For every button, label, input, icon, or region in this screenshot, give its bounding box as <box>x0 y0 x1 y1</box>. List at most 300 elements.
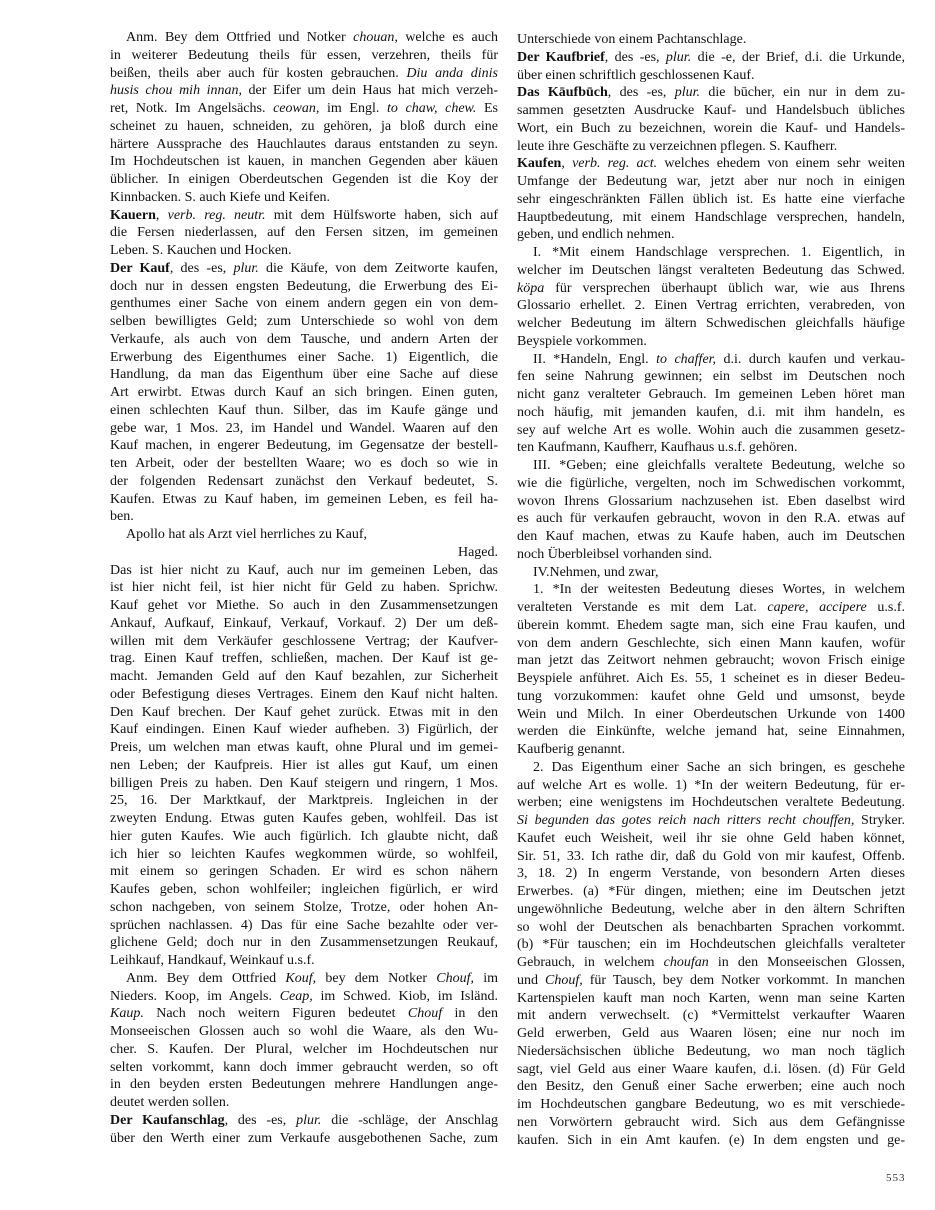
text-line <box>517 759 905 777</box>
text-run: welcher im Deutschen längst veralteten Bedeutung das Schwed. <box>517 262 905 278</box>
text-line <box>110 47 498 65</box>
text-run: sehr eingeschränkten Fällen üblich ist. Es hatte eine vierfache <box>517 191 905 207</box>
text-line <box>517 528 905 546</box>
text-line <box>517 830 905 848</box>
text-run: cher. S. Kaufen. Der Plural, welcher im Hochdeutschen nur <box>110 1041 498 1057</box>
headword: Kauern <box>110 207 156 223</box>
text-line <box>517 901 905 919</box>
text-line <box>110 704 498 722</box>
text-run: die Fersen niederlassen, auf den Fersen sitzen, im gemeinen <box>110 225 498 241</box>
text-line <box>517 31 905 49</box>
text-run: hier guten Kaufes. Wie auch figürlich. Ich glaubte nicht, daß <box>110 828 498 844</box>
text-line <box>110 1059 498 1077</box>
text-run: der folgenden Redensart zunächst den Verkauf bedeutet, S. <box>110 473 498 489</box>
text-run: , des -es, <box>607 85 675 101</box>
text-run: ten Arbeit, oder der bestellten Waare; wo es doch so wie in <box>110 456 498 471</box>
text-line <box>517 883 905 901</box>
text-line <box>517 138 905 156</box>
text-run: Erwerbung des Eigenthumes einer Sache. 1) Eigentlich, die <box>110 349 498 365</box>
text-run: Art erwirbt. Etwas durch Kauf an sich bringen. Einen guten, <box>110 385 498 400</box>
text-line <box>517 599 905 617</box>
text-line <box>517 475 905 493</box>
text-line <box>110 970 498 988</box>
text-line <box>517 226 905 244</box>
text-run: , des -es, <box>169 260 234 276</box>
text-line <box>517 564 905 582</box>
italic-text: plur. <box>665 49 692 65</box>
text-run: nicht ganz veralteter Gebrauch. Im gemeinen Leben höret man <box>517 387 905 402</box>
text-line <box>517 457 905 475</box>
text-run: Preis, um welchen man etwas kauft, ohne Plural und im gemei- <box>110 740 498 755</box>
text-line <box>517 422 905 440</box>
italic-text: to chaw, chew. <box>386 101 477 116</box>
text-run: u.s.f. <box>866 600 905 615</box>
text-run: üblicher. In einigen Oberdeutschen Gegenden ist die Koy der <box>110 172 498 187</box>
text-line <box>110 899 498 917</box>
text-line <box>517 706 905 724</box>
text-line <box>517 262 905 280</box>
italic-text: choufan <box>663 955 709 970</box>
text-run: auf welche Art es wolle. 1) *In der weitern Bedeutung, für er- <box>517 777 905 793</box>
text-run: noch häufig, mit jemanden kaufen, d.i. mit ihm handeln, es <box>517 404 905 420</box>
text-run: 25, 16. Der Marktkauf, der Marktpreis. Ingleichen in der <box>110 793 498 809</box>
text-line <box>110 686 498 704</box>
text-line <box>517 493 905 511</box>
italic-text: husis chou mih innan, <box>110 83 243 99</box>
text-line <box>110 579 498 597</box>
text-line <box>110 278 498 296</box>
text-line <box>517 723 905 741</box>
text-run: ten Kaufmann, Kaufherr, Kaufhaus u.s.f. gehören. <box>517 440 798 456</box>
text-run: Es <box>476 101 498 116</box>
headword: Kaufen <box>517 156 562 172</box>
italic-text: Diu anda dinis <box>406 65 498 81</box>
text-run: genthumes einer Sache von einem andern gegen ein von dem- <box>110 296 498 312</box>
text-line <box>517 990 905 1008</box>
text-run: in den Monseeischen Glossen, <box>708 955 905 970</box>
text-line <box>517 972 905 990</box>
text-line <box>110 1023 498 1041</box>
headword: Der Kauf <box>110 260 170 276</box>
text-line <box>110 82 498 100</box>
text-run: welches ehedem von einem sehr weiten <box>657 156 905 172</box>
text-line <box>517 794 905 812</box>
text-run: tung vorzukommen: kaufet ohne Geld und umsonst, beyde <box>517 688 905 704</box>
text-run: Nach noch weitern Figuren bedeutet <box>143 1006 408 1022</box>
page-number: 553 <box>886 1172 906 1184</box>
italic-text: plur. <box>233 260 259 276</box>
text-run: im Engl. <box>319 101 387 116</box>
italic-text: Ceap, <box>279 988 313 1004</box>
text-line <box>110 952 498 970</box>
text-line <box>517 936 905 954</box>
text-line <box>517 404 905 422</box>
text-run: Erwerbes. (a) *Für dingen, miethen; eine im Deutschen jetzt <box>517 884 905 899</box>
text-run: III. *Geben; eine gleichfalls veraltete Bedeutung, welche so <box>533 458 905 473</box>
italic-text: plur. <box>674 85 701 101</box>
text-line <box>517 1114 905 1132</box>
text-run: Verkaufe, als auch von dem Tausche, und andern Arten der <box>110 331 498 347</box>
text-run: , <box>561 156 573 172</box>
text-line <box>110 420 498 438</box>
text-run: glichene Geld; doch nur in den Zusammensetzungen Reukauf, <box>110 935 498 951</box>
text-line <box>110 934 498 952</box>
text-line <box>110 207 498 225</box>
text-line <box>517 510 905 528</box>
text-line <box>517 1078 905 1096</box>
text-run: für Tausch, bey dem Notker vorkommt. In manchen <box>582 972 906 988</box>
text-run: mit andern verwechselt. (c) *Vermittelst verkaufter Waaren <box>517 1008 905 1024</box>
text-run: Kaufes geben, schon wohlfeiler; ingleichen figürlich, er wird <box>110 882 498 897</box>
text-line <box>110 118 498 136</box>
text-run: veralteten Verstande es mit dem Lat. <box>517 600 768 615</box>
text-run: Im Hochdeutschen ist kauen, in manchen Gegenden aber käuen <box>110 154 498 170</box>
text-line <box>517 333 905 351</box>
text-line <box>517 777 905 795</box>
right-column <box>517 31 905 1149</box>
text-run: Glossario erhellet. 2. Einen Vertrag errichten, verabreden, von <box>517 298 905 314</box>
headword: Der Kaufbrief <box>517 49 605 65</box>
text-line <box>110 508 498 526</box>
text-run: Kinnbacken. S. auch Kiefe und Keifen. <box>110 189 331 205</box>
text-run: welche es auch <box>397 30 498 45</box>
text-line <box>110 295 498 313</box>
text-run: Kaufet euch Weisheit, weil ihr sie ohne Geld haben könnet, <box>517 830 905 846</box>
text-line <box>110 1112 498 1130</box>
text-run: mit dem Hülfsworte haben, sich auf <box>265 207 498 223</box>
text-line <box>110 171 498 189</box>
text-line <box>517 67 905 85</box>
text-line <box>517 1007 905 1025</box>
text-run: beißen, theils aber auch für kosten gebrauchen. <box>110 65 407 81</box>
text-run: Stryker. <box>854 813 905 828</box>
text-run: billigen Preis zu haben. Den Kauf steigern und ringern, 1 Mos. <box>110 775 498 791</box>
text-line <box>110 100 498 118</box>
text-line <box>517 670 905 688</box>
text-run: Unterschiede von einem Pachtanschlage. <box>517 32 747 47</box>
text-run: ich hier so leichten Kaufes wegkommen würde, so wohlfeil, <box>110 846 498 862</box>
text-line <box>517 49 905 67</box>
text-line <box>110 828 498 846</box>
text-run: scheinet zu hauen, schneiden, zu gehören, ja bloß durch eine <box>110 118 498 134</box>
text-line <box>110 917 498 935</box>
text-run: und <box>517 972 546 988</box>
text-run: Gebrauch, in welchem <box>517 955 664 970</box>
text-run: Anm. Bey dem Ottfried und Notker <box>126 30 354 45</box>
text-line <box>110 153 498 171</box>
text-run: Haged. <box>457 544 498 560</box>
text-run: selten vorkommt, kann doch immer gebraucht werden, so oft <box>110 1059 498 1075</box>
text-run: ben. <box>110 509 134 525</box>
italic-text: Chouf, <box>545 972 583 988</box>
text-line <box>110 189 498 207</box>
text-line <box>517 173 905 191</box>
text-line <box>110 491 498 509</box>
text-line <box>110 775 498 793</box>
text-run: IV.Nehmen, und zwar, <box>533 564 659 580</box>
text-line <box>110 739 498 757</box>
text-line <box>110 242 498 260</box>
text-line <box>110 384 498 402</box>
text-line <box>517 368 905 386</box>
italic-text: köpa <box>517 280 545 296</box>
text-run: selben bewilligtes Geld; zum Unterschiede so wohl von dem <box>110 314 498 329</box>
text-run: die būcher, ein nur in dem zu- <box>700 85 905 101</box>
text-run: Kauf machen, in engerer Bedeutung, im Gegensatze der bestell- <box>110 438 498 454</box>
text-run: wie die figürliche, vergelten, noch im Schwedischen vorkommt, <box>517 475 905 491</box>
headword: Das Kāufbūch <box>517 85 608 101</box>
text-line <box>110 544 498 562</box>
italic-text: capere, accipere <box>767 600 867 615</box>
text-run: im Schwed. Kiob, im Isländ. <box>312 988 498 1004</box>
text-run: Beyspiele vorkommen. <box>517 333 647 349</box>
text-line <box>110 633 498 651</box>
text-line <box>110 1005 498 1023</box>
text-run: Den Kauf brechen. Der Kauf gehet zurück. Etwas mit in den <box>110 704 498 720</box>
text-run: Leihkauf, Handkauf, Weinkauf u.s.f. <box>110 953 315 968</box>
italic-text: verb. reg. neutr. <box>167 207 266 223</box>
text-run: fen seine Nahrung gewinnen; ein selbst im Deutschen noch <box>517 369 905 385</box>
text-line <box>517 546 905 564</box>
text-run: in den <box>442 1006 498 1022</box>
text-run: Nieders. Koop, im Angels. <box>110 988 280 1004</box>
italic-text: ceowan, <box>273 101 320 116</box>
text-line <box>517 209 905 227</box>
text-run: wovon Ihrens Glossarium nachzusehen ist. Eben daselbst wird <box>517 493 905 509</box>
text-run: ret, Notk. Im Angelsächs. <box>110 101 274 116</box>
italic-text: Chouf <box>407 1006 443 1022</box>
text-run: den Besitz, den Genuß einer Sache erwerben; eine auch noch <box>517 1079 905 1095</box>
italic-text: Chouf, <box>436 970 474 986</box>
text-run: härtere Aussprache des Hauchlautes daraus entstanden zu seyn. <box>110 136 498 152</box>
text-run: 1. *In der weitesten Bedeutung dieses Wortes, in welchem <box>533 582 905 598</box>
text-run: Niedersächsischen übliche Bedeutung, wo man noch täglich <box>517 1043 905 1059</box>
text-run: d.i. durch kaufen und verkau- <box>716 351 905 367</box>
text-line <box>517 191 905 209</box>
text-run: die Käufe, von dem Zeitworte kaufen, <box>258 260 498 276</box>
text-run: Handlung, da man das Eigenthum über eine Sache auf diese <box>110 367 498 383</box>
text-run: trag. Einen Kauf treffen, schließen, machen. Der Kauf ist ge- <box>110 651 498 667</box>
text-line <box>110 136 498 154</box>
text-run: sprüchen nachlassen. 4) Das für eine Sache bezahlte oder ver- <box>110 917 498 933</box>
text-run: ungewöhnliche Bedeutung, welche aber in den ältern Schriften <box>517 901 905 917</box>
text-line <box>517 351 905 369</box>
text-run: 2. Das Eigenthum einer Sache an sich bringen, es geschehe <box>533 759 905 775</box>
text-line <box>110 846 498 864</box>
text-run: so wohl der Deutschen als benachbarten Sprachen vorkommt. <box>517 919 905 935</box>
text-run: es auch für verkaufen gebraucht, wovon in den R.A. etwas auf <box>517 511 905 527</box>
text-run: Umfange der Bedeutung war, jetzt aber nur noch in einigen <box>517 174 905 189</box>
text-line <box>517 954 905 972</box>
italic-text: to chaffer, <box>656 351 717 367</box>
text-line <box>110 615 498 633</box>
text-run: macht. Jemanden Geld auf den Kauf bezahlen, zur Sicherheit <box>110 669 498 684</box>
text-line <box>110 437 498 455</box>
text-line <box>517 155 905 173</box>
text-run: in den beyden ersten Bedeutungen mehrere Handlungen ange- <box>110 1077 498 1093</box>
text-run: Kartenspielen kauft man noch Karten, wenn man seine Karten <box>517 990 905 1006</box>
text-run: werden die Einkünfte, welche jemand hat, seine Einnahmen, <box>517 724 905 740</box>
text-line <box>110 1094 498 1112</box>
text-line <box>517 1132 905 1150</box>
text-run: Geld erwerben, Geld aus Waaren lösen; eine nur noch im <box>517 1026 905 1041</box>
italic-text: Kaup. <box>110 1006 144 1022</box>
text-run: der Eifer um dein Haus hat mich verzeh- <box>242 83 499 99</box>
text-run: geben, und endlich nehmen. <box>517 227 675 243</box>
text-run: 3, 18. 2) In engerm Verstande, von besondern Arten dieses <box>517 866 905 882</box>
text-run: Anm. Bey dem Ottfried <box>126 970 286 986</box>
text-line <box>517 1061 905 1079</box>
headword: Der Kaufanschlag <box>110 1112 225 1128</box>
text-line <box>110 455 498 473</box>
text-line <box>110 331 498 349</box>
text-run: im <box>473 970 498 986</box>
text-run: leute ihre Geschäfte zu verzeichnen pflegen. S. Kaufherr. <box>517 138 838 154</box>
left-column <box>110 29 498 1147</box>
text-run: im Hochdeutschen gangbare Bedeutung, wo es mit verschiede- <box>517 1097 905 1112</box>
text-run: ist hier nicht feil, ist hier nicht für Geld zu haben. Sprichw. <box>110 580 498 596</box>
text-run: über einen schriftlich geschlossenen Kauf. <box>517 67 755 83</box>
italic-text: chouan, <box>353 30 398 45</box>
text-line <box>517 617 905 635</box>
text-run: , des -es, <box>224 1112 297 1128</box>
text-run: welcher Bedeutung im ältern Schwedischen gleichfalls häufige <box>517 316 905 331</box>
text-line <box>517 386 905 404</box>
text-run: Kaufberig genannt. <box>517 742 626 757</box>
text-line <box>517 635 905 653</box>
text-run: den Kauf machen, etwas zu Kaufe haben, auch im Deutschen <box>517 529 905 544</box>
text-line <box>110 526 498 544</box>
text-run: sey auf welche Art es wolle. Wohin auch die zusammen gesetz- <box>517 422 905 438</box>
text-line <box>517 102 905 120</box>
text-run: kaufen. Sich in ein Amt kaufen. (e) In dem engsten und ge- <box>517 1132 905 1148</box>
text-line <box>517 741 905 759</box>
text-line <box>517 848 905 866</box>
text-run: einen schlechten Kauf thun. Silber, das im Kaufe gänge und <box>110 402 498 418</box>
text-run: werben; eine wenigstens im Hochdeutschen veraltete Bedeutung. <box>517 795 905 811</box>
text-run: Beyspiele anführet. Aich Es. 55, 1 scheinet es in dieser Bedeu- <box>517 671 905 686</box>
text-run: nen Leben; der Kaufpreis. Hier ist alles gut Kauf, um einen <box>110 757 498 773</box>
text-line <box>110 792 498 810</box>
text-run: für versprechen überhaupt üblich war, wie aus Ihrens <box>544 280 905 296</box>
text-run: bey dem Notker <box>316 970 437 986</box>
text-line <box>110 1130 498 1148</box>
text-run: überein kommt. Ehedem sagte man, sich eine Frau kaufen, und <box>517 617 905 633</box>
text-run: noch Überbleibsel vorhanden sind. <box>517 546 713 562</box>
text-run: die -schläge, der Anschlag <box>321 1112 498 1128</box>
text-run: gebe war, 1 Mos. 23, im Handel und Wandel. Waaren auf den <box>110 420 498 436</box>
text-line <box>110 810 498 828</box>
text-line <box>517 865 905 883</box>
text-run: Kaufen. Etwas zu Kauf haben, im gemeinen Leben, es feil ha- <box>110 491 498 507</box>
text-run: Wort, ein Buch zu bezeichnen, worein die Kauf- und Handels- <box>517 120 905 136</box>
text-line <box>517 297 905 315</box>
text-line <box>517 120 905 138</box>
text-line <box>110 988 498 1006</box>
text-line <box>110 473 498 491</box>
text-run: die -e, der Brief, d.i. die Urkunde, <box>691 49 905 65</box>
text-line <box>110 1041 498 1059</box>
text-run: deutet werden sollen. <box>110 1095 230 1110</box>
text-run: willen mit dem Verkäufer geschlossene Vertrag; der Kaufver- <box>110 633 498 649</box>
italic-text: Kouf, <box>285 970 317 986</box>
text-line <box>110 668 498 686</box>
text-run: sammen gesetzten Ausdrucke Kauf- und Handelsbuch übliches <box>517 103 905 118</box>
text-run: in weiterer Bedeutung theils für essen, verzehren, theils für <box>110 47 498 63</box>
text-line <box>110 313 498 331</box>
text-run: zweyten Endung. Etwas guten Kaufes geben, wohlfeil. Das ist <box>110 811 498 826</box>
text-line <box>110 757 498 775</box>
text-run: Ankauf, Aufkauf, Einkauf, Verkauf, Vorkauf. 2) Der um deß- <box>110 615 498 631</box>
italic-text: verb. reg. act. <box>572 156 658 172</box>
text-run: II. *Handeln, Engl. <box>533 351 657 367</box>
text-run: Sir. 51, 33. Ich rathe dir, daß du Gold von mir kaufest, Offenb. <box>517 848 905 864</box>
text-line <box>517 439 905 457</box>
text-line <box>517 1096 905 1114</box>
text-line <box>110 349 498 367</box>
text-run: von dem andern Geschlechte, sich einen Mann kaufen, wofür <box>517 635 905 651</box>
text-line <box>517 688 905 706</box>
text-run: über den Werth einer zum Verkaufe ausgebothenen Sache, zum <box>110 1130 498 1146</box>
text-run: nen Vorwörtern gebraucht wird. Sich aus dem Gefängnisse <box>517 1114 905 1130</box>
text-line <box>517 84 905 102</box>
text-line <box>110 65 498 83</box>
text-run: mit einem so geringen Schaden. Er wird es schon nähern <box>110 864 498 880</box>
text-line <box>110 597 498 615</box>
text-line <box>110 224 498 242</box>
text-line <box>517 652 905 670</box>
text-line <box>110 1076 498 1094</box>
text-line <box>110 29 498 47</box>
italic-text: Si begunden das gotes reich nach ritters recht chouffen, <box>517 813 855 828</box>
text-line <box>110 721 498 739</box>
text-run: man jetzt das Zeitwort nehmen gebraucht; wovon Frisch einige <box>517 653 905 669</box>
text-run: sagt, viel Geld aus einer Waare kaufen, d.i. lösen. (d) Für Geld <box>517 1061 905 1077</box>
text-run: Kauf gehet vor Miethe. So auch in den Zusammensetzungen <box>110 598 498 613</box>
text-run: Hauptbedeutung, mit einem Handschlage versprechen, handeln, <box>517 209 905 225</box>
text-line <box>517 581 905 599</box>
text-run: Apollo hat als Arzt viel herrliches zu Kauf, <box>126 527 368 542</box>
text-run: schon nachgeben, von seinem Stolze, Trotze, oder hohen An- <box>110 899 498 915</box>
text-line <box>110 650 498 668</box>
text-line <box>110 402 498 420</box>
text-line <box>517 1043 905 1061</box>
text-line <box>110 366 498 384</box>
text-run: doch nur in dessen engsten Bedeutung, die Erwerbung des Ei- <box>110 278 498 294</box>
text-line <box>110 881 498 899</box>
text-line <box>517 919 905 937</box>
text-run: , <box>155 207 168 223</box>
text-run: Wein und Milch. In einer Oberdeutschen Urkunde von 1400 <box>517 706 905 722</box>
text-run: Kauf eindingen. Einen Kauf wieder aufheben. 3) Figürlich, der <box>110 722 498 738</box>
text-run: Das ist hier nicht zu Kauf, auch nur im gemeinen Leben, das <box>110 562 498 578</box>
text-line <box>110 562 498 580</box>
text-run: I. *Mit einem Handschlage versprechen. 1. Eigentlich, in <box>533 245 905 260</box>
text-run: oder Befestigung dieses Vertrages. Einem den Kauf nicht halten. <box>110 686 498 702</box>
text-run: (b) *Für tauschen; ein im Hochdeutschen gleichfalls veralteter <box>517 937 905 953</box>
text-line <box>110 863 498 881</box>
text-run: , des -es, <box>604 49 666 65</box>
text-line <box>517 244 905 262</box>
italic-text: plur. <box>296 1112 322 1128</box>
text-line <box>517 1025 905 1043</box>
text-line <box>517 812 905 830</box>
text-line <box>517 280 905 298</box>
text-line <box>517 315 905 333</box>
text-run: Leben. S. Kauchen und Hocken. <box>110 243 292 258</box>
text-line <box>110 260 498 278</box>
text-run: Monseeischen Glossen auch so wohl die Waare, als den Wu- <box>110 1024 498 1039</box>
